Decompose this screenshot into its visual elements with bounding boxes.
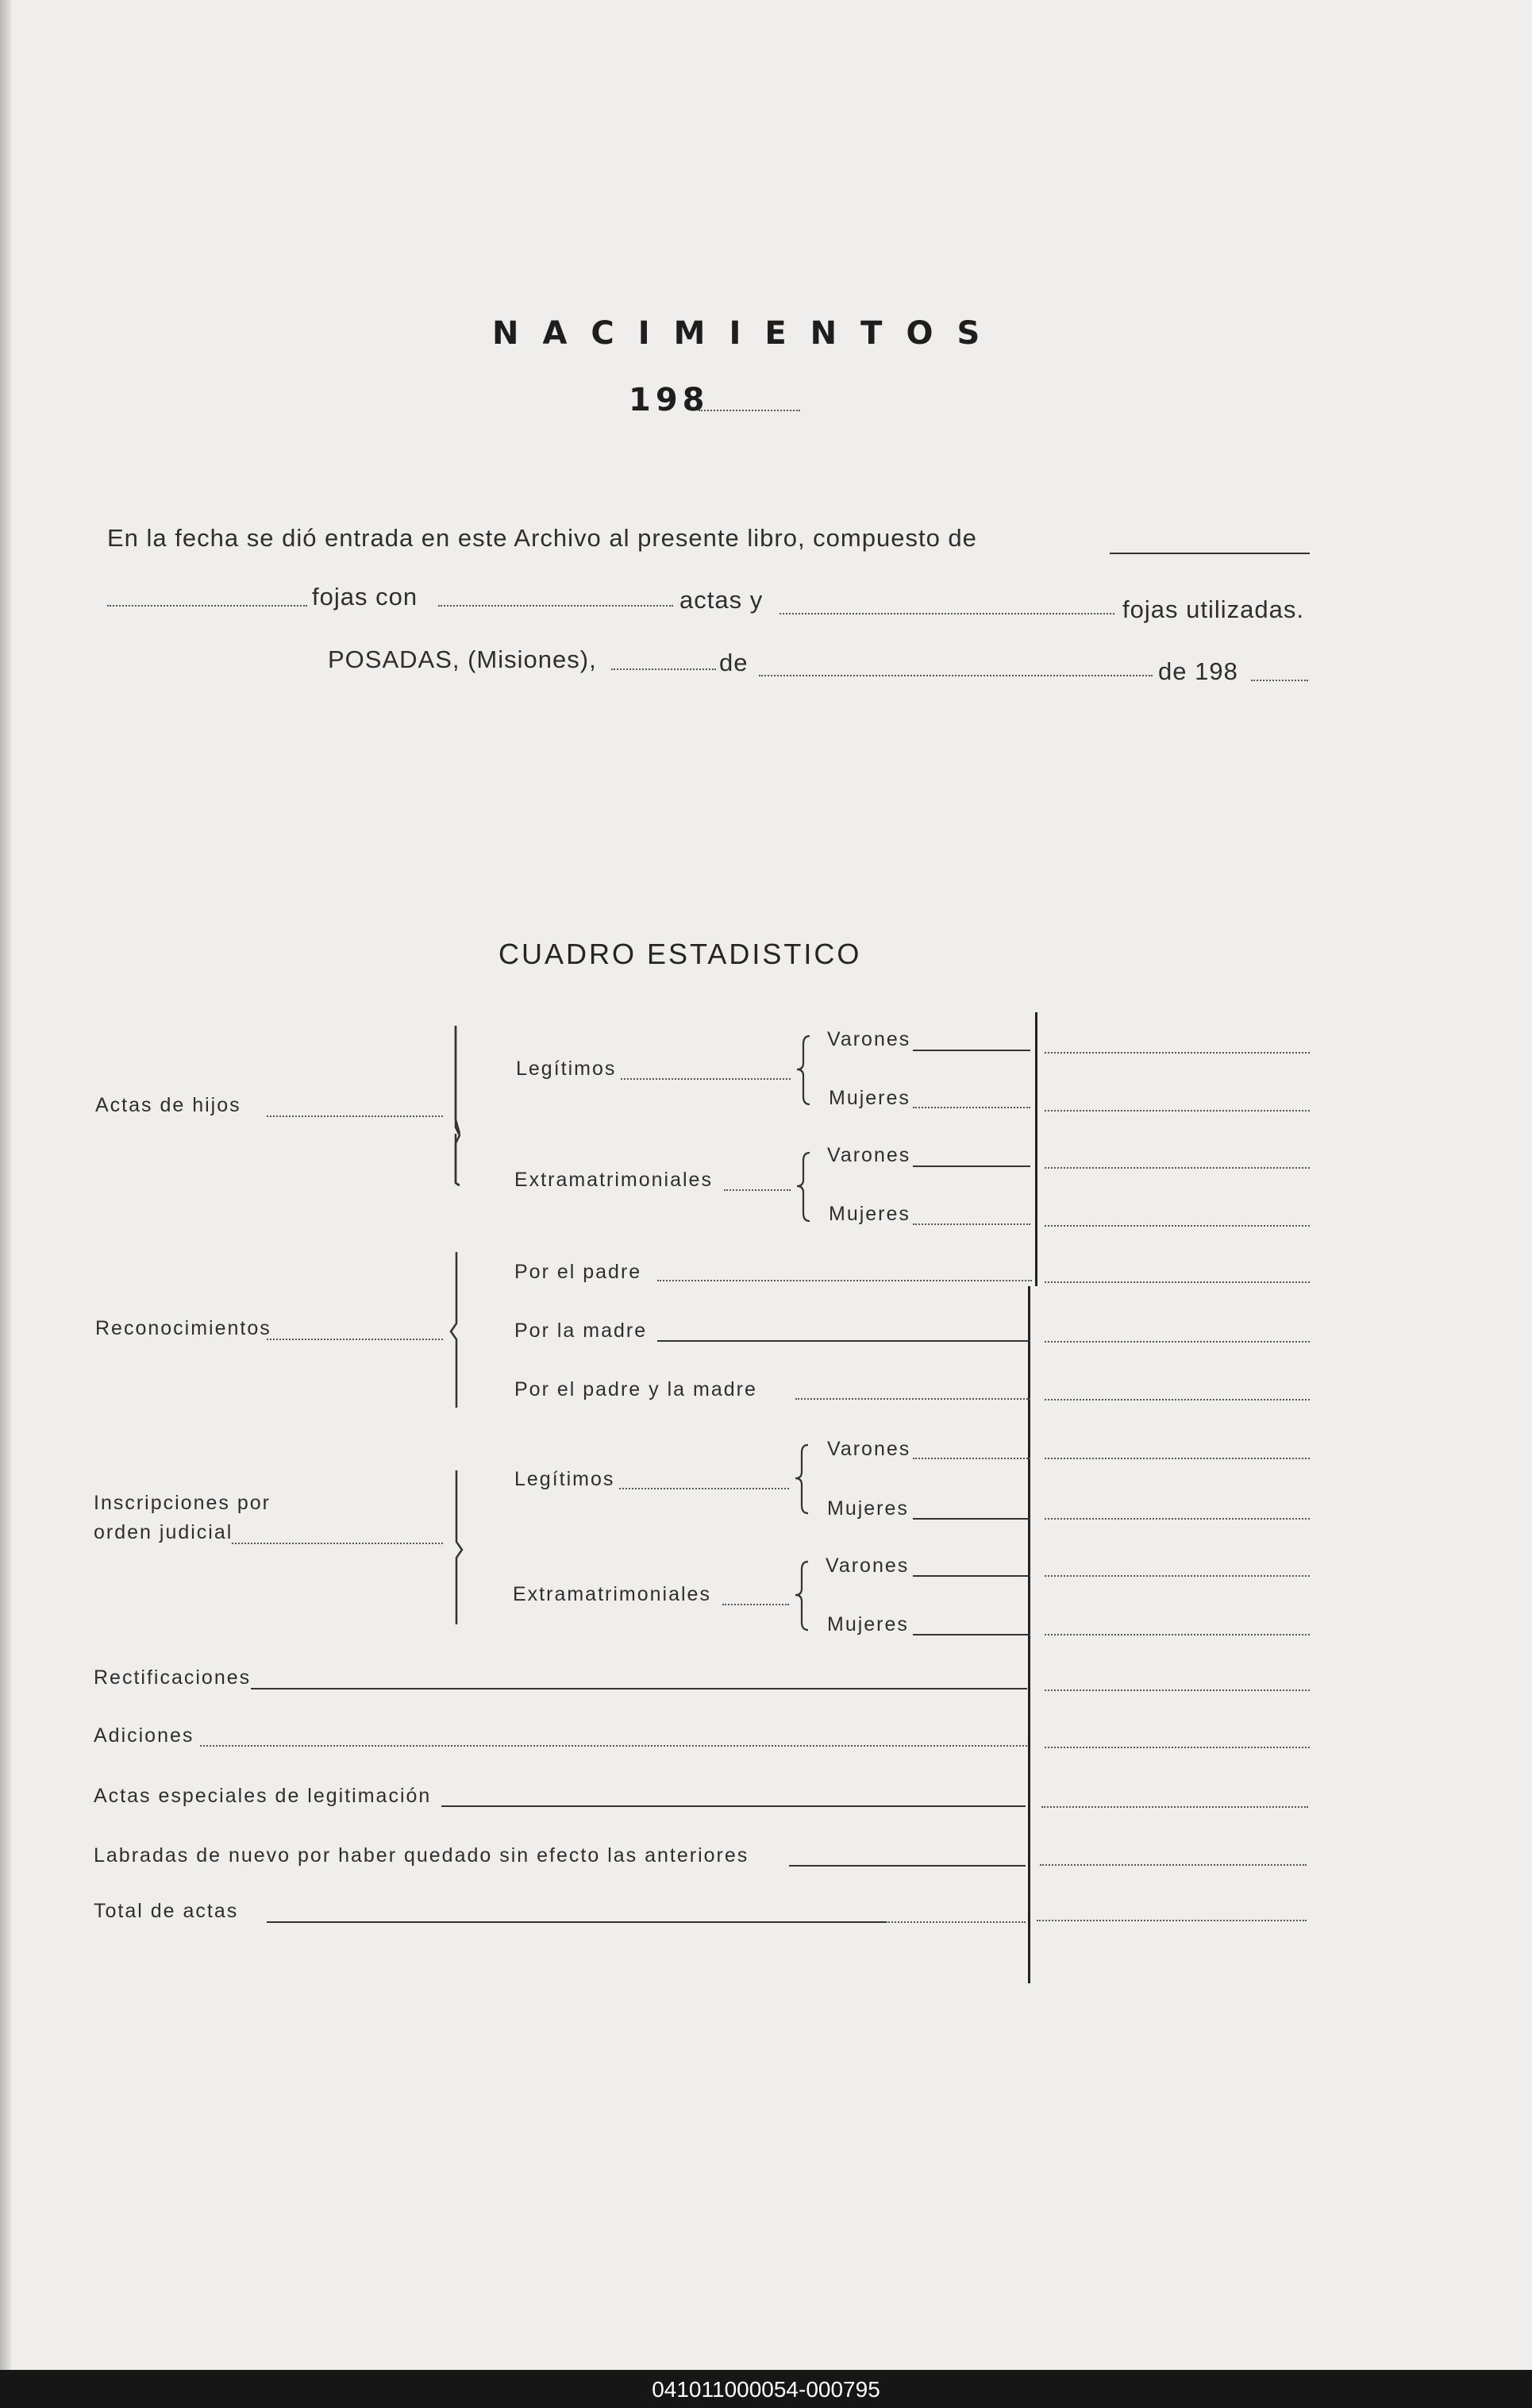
blank-compuesto xyxy=(1110,553,1310,554)
answer-total-de-actas xyxy=(1037,1920,1307,1921)
answer-mujeres-leg-hijos xyxy=(1045,1110,1310,1112)
line-varones-leg-hijos xyxy=(913,1050,1030,1051)
dots-legitimos-hijos xyxy=(621,1078,791,1080)
intro-line-1: En la fecha se dió entrada en este Archivo al presente libro, compuesto de xyxy=(107,524,977,552)
year-blank xyxy=(699,410,800,411)
brace-legitimos-judicial xyxy=(792,1443,811,1515)
stats-heading: CUADRO ESTADISTICO xyxy=(498,938,862,970)
answer-por-el-padre xyxy=(1045,1281,1310,1283)
bracket-inscripciones xyxy=(445,1469,460,1628)
label-extramatrimoniales-hijos: Extramatrimoniales xyxy=(514,1169,713,1191)
label-de-198: de 198 xyxy=(1158,657,1238,685)
answer-varones-ext-judicial xyxy=(1045,1575,1310,1577)
binding-edge xyxy=(0,0,11,2370)
dots-actas-de-hijos xyxy=(267,1115,443,1117)
line-rectificaciones xyxy=(251,1688,1027,1689)
label-mujeres-leg-judicial: Mujeres xyxy=(827,1497,909,1520)
line-actas-especiales xyxy=(441,1805,1026,1807)
dots-inscripciones xyxy=(232,1543,443,1544)
column-rule-upper xyxy=(1035,1012,1037,1286)
blank-utilizadas xyxy=(779,613,1114,615)
label-posadas: POSADAS, (Misiones), xyxy=(328,645,597,673)
line-mujeres-ext-judicial xyxy=(913,1634,1030,1636)
dots-legitimos-judicial xyxy=(619,1488,789,1489)
year-label: 198 xyxy=(629,382,710,418)
label-mujeres-ext-judicial: Mujeres xyxy=(827,1613,909,1636)
label-por-ambos: Por el padre y la madre xyxy=(514,1378,757,1400)
answer-por-ambos xyxy=(1045,1399,1310,1400)
dots-por-ambos xyxy=(795,1398,1030,1400)
line-mujeres-leg-judicial xyxy=(913,1518,1030,1520)
answer-varones-ext-hijos xyxy=(1045,1167,1310,1169)
label-varones-leg-judicial: Varones xyxy=(827,1438,911,1460)
dots-varones-leg-judicial xyxy=(913,1458,1030,1459)
blank-fojas xyxy=(107,605,307,607)
answer-actas-especiales xyxy=(1041,1806,1308,1808)
line-por-la-madre xyxy=(657,1340,1030,1342)
brace-extramatrimoniales-judicial xyxy=(792,1560,811,1632)
dots-extramatrimoniales-judicial xyxy=(722,1604,789,1605)
answer-mujeres-leg-judicial xyxy=(1045,1518,1310,1520)
dots-mujeres-leg-hijos xyxy=(913,1107,1030,1108)
blank-anio xyxy=(1251,680,1308,681)
answer-mujeres-ext-hijos xyxy=(1045,1225,1310,1227)
dots-total-de-actas xyxy=(886,1921,1026,1923)
label-mujeres-leg-hijos: Mujeres xyxy=(829,1087,910,1109)
label-extramatrimoniales-judicial: Extramatrimoniales xyxy=(513,1583,711,1605)
blank-dia xyxy=(611,668,716,670)
blank-mes xyxy=(759,675,1153,676)
footer-code: 041011000054-000795 xyxy=(652,2377,880,2402)
dots-adiciones xyxy=(200,1745,1027,1747)
label-total-de-actas: Total de actas xyxy=(94,1900,239,1922)
brace-legitimos-hijos xyxy=(794,1034,813,1106)
label-legitimos-judicial: Legítimos xyxy=(514,1468,615,1490)
dots-extramatrimoniales-hijos xyxy=(724,1189,791,1191)
label-legitimos-hijos: Legítimos xyxy=(516,1058,617,1080)
document-title: NACIMIENTOS xyxy=(492,315,1004,352)
blank-actas xyxy=(438,605,673,607)
dots-reconocimientos xyxy=(267,1339,443,1340)
answer-varones-leg-hijos xyxy=(1045,1052,1310,1054)
bracket-actas-de-hijos xyxy=(445,1024,460,1187)
label-actas-y: actas y xyxy=(679,586,764,614)
answer-labradas xyxy=(1040,1864,1307,1866)
label-actas-de-hijos: Actas de hijos xyxy=(95,1094,241,1116)
answer-varones-leg-judicial xyxy=(1045,1458,1310,1459)
dots-mujeres-ext-hijos xyxy=(913,1223,1030,1225)
line-labradas xyxy=(789,1865,1026,1867)
label-rectificaciones: Rectificaciones xyxy=(94,1666,252,1689)
line-varones-ext-hijos xyxy=(913,1165,1030,1167)
label-adiciones: Adiciones xyxy=(94,1724,194,1747)
label-inscripciones-1: Inscripciones por xyxy=(94,1492,271,1514)
label-de: de xyxy=(719,649,749,676)
label-labradas: Labradas de nuevo por haber quedado sin efecto las anteriores xyxy=(94,1844,749,1867)
bracket-reconocimientos xyxy=(445,1250,460,1409)
brace-extramatrimoniales-hijos xyxy=(794,1151,813,1223)
label-por-el-padre: Por el padre xyxy=(514,1261,642,1283)
label-fojas-con: fojas con xyxy=(312,583,418,611)
label-actas-especiales: Actas especiales de legitimación xyxy=(94,1785,432,1807)
line-total-de-actas xyxy=(267,1921,886,1923)
label-fojas-utilizadas: fojas utilizadas. xyxy=(1122,595,1304,623)
label-varones-leg-hijos: Varones xyxy=(827,1028,911,1050)
line-varones-ext-judicial xyxy=(913,1575,1030,1577)
answer-mujeres-ext-judicial xyxy=(1045,1634,1310,1636)
dots-por-el-padre xyxy=(657,1280,1032,1281)
label-inscripciones-2: orden judicial xyxy=(94,1521,233,1543)
label-mujeres-ext-hijos: Mujeres xyxy=(829,1203,910,1225)
label-varones-ext-judicial: Varones xyxy=(826,1555,910,1577)
label-varones-ext-hijos: Varones xyxy=(827,1144,911,1166)
label-reconocimientos: Reconocimientos xyxy=(95,1317,271,1339)
answer-por-la-madre xyxy=(1045,1341,1310,1343)
label-por-la-madre: Por la madre xyxy=(514,1320,648,1342)
answer-rectificaciones xyxy=(1045,1689,1310,1691)
answer-adiciones xyxy=(1045,1747,1310,1748)
